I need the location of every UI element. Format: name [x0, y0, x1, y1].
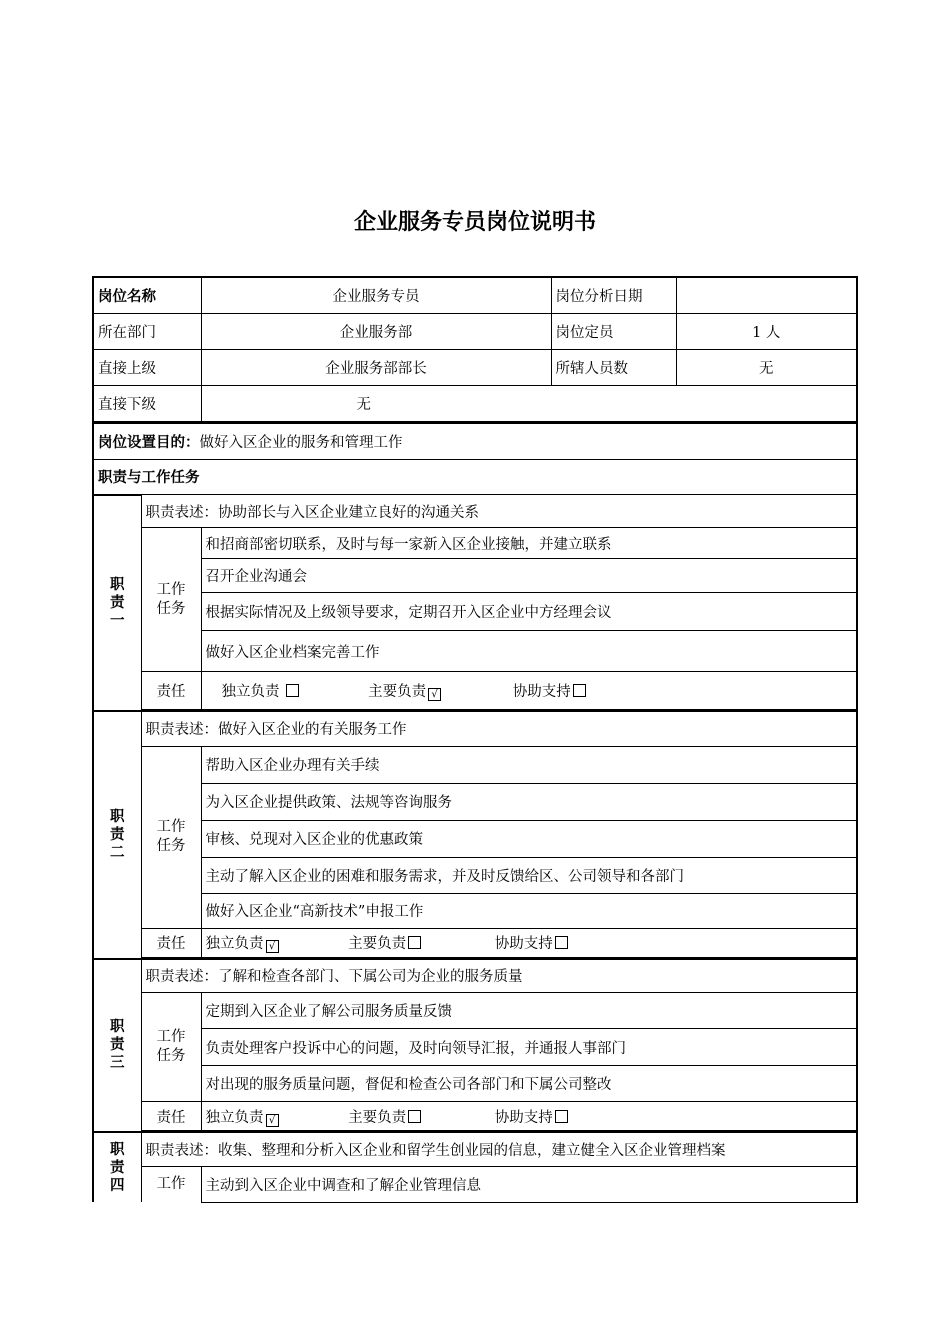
resp-main — [348, 932, 490, 953]
duty1-task-1: 和招商部密切联系，及时与每一家新入区企业接触，并建立联系 — [201, 528, 857, 559]
superior-value: 企业服务部部长 — [201, 349, 551, 385]
duty2-task-5: 做好入区企业“高新技术”申报工作 — [201, 893, 857, 928]
document-title: 企业服务专员岗位说明书 — [353, 210, 596, 235]
duty2-task-1: 帮助入区企业办理有关手续 — [201, 746, 857, 783]
duty4-task-1: 主动到入区企业中调查和了解企业管理信息 — [201, 1166, 857, 1202]
duty2-task-2: 为入区企业提供政策、法规等咨询服务 — [201, 783, 857, 820]
duty3-resp-label: 责任 — [141, 1102, 201, 1131]
duty1-responsibility — [201, 672, 857, 710]
duties-header: 职责与工作任务 — [93, 460, 857, 495]
task-label-text: 工作 任务 — [156, 819, 186, 854]
resp-assist — [513, 680, 586, 701]
resp-assist — [495, 1106, 568, 1127]
resp-assist-label: 协助支持 — [494, 936, 553, 952]
basic-row-department — [93, 313, 857, 349]
position-name-label: 岗位名称 — [93, 277, 201, 313]
duties-table — [92, 423, 858, 1203]
task-row — [93, 1166, 857, 1202]
duty2-name — [93, 711, 141, 959]
department-label: 所在部门 — [93, 313, 201, 349]
headcount-label: 岗位定员 — [551, 313, 676, 349]
resp-main-label: 主要负责 — [348, 1109, 407, 1126]
duty4-description: 职责表述：收集、整理和分析入区企业和留学生创业园的信息，建立健全入区企业管理档案 — [141, 1132, 857, 1166]
task-row — [93, 783, 857, 820]
task-row — [93, 893, 857, 928]
task-row — [93, 820, 857, 857]
duty4-description-row — [93, 1132, 857, 1166]
analysis-date-value — [676, 277, 857, 313]
duty3-task-2: 负责处理客户投诉中心的问题，及时向领导汇报，并通报人事部门 — [201, 1029, 857, 1066]
task-row — [93, 1029, 857, 1066]
duty2-responsibility — [201, 928, 857, 957]
subordinate-label: 直接下级 — [93, 385, 201, 422]
resp-main — [348, 1106, 490, 1127]
duty1-resp-label: 责任 — [141, 672, 201, 710]
job-description-form — [92, 276, 858, 1203]
checkbox[interactable]: √ — [428, 688, 441, 701]
resp-independent-label: 独立负责 — [205, 936, 264, 952]
subordinate-value: 无 — [201, 385, 857, 422]
superior-label: 直接上级 — [93, 349, 201, 385]
duty2-responsibility-row — [93, 928, 857, 957]
resp-assist-label: 协助支持 — [494, 1109, 553, 1126]
duty3-description: 职责表述：了解和检查各部门、下属公司为企业的服务质量 — [141, 959, 857, 993]
duty3-responsibility — [201, 1102, 857, 1131]
duty3-task-3: 对出现的服务质量问题，督促和检查公司各部门和下属公司整改 — [201, 1066, 857, 1102]
purpose-label: 岗位设置目的： — [98, 435, 200, 451]
duty1-description-row — [93, 495, 857, 528]
duty1-name — [93, 495, 141, 712]
duty4-name-text: 职 责 四 — [110, 1141, 125, 1194]
duty3-responsibility-row — [93, 1102, 857, 1131]
task-row — [93, 593, 857, 631]
checkbox[interactable]: √ — [266, 940, 279, 953]
resp-independent-label: 独立负责 — [205, 1109, 264, 1126]
duties-header-row — [93, 460, 857, 495]
task-row — [93, 746, 857, 783]
basic-row-subordinate — [93, 385, 857, 422]
duty2-task-label — [141, 746, 201, 928]
checkbox[interactable] — [286, 684, 299, 697]
resp-main — [368, 680, 508, 701]
duty2-task-4: 主动了解入区企业的困难和服务需求，并及时反馈给区、公司领导和各部门 — [201, 857, 857, 893]
duty2-name-text: 职 责 二 — [110, 808, 125, 861]
basic-info-table — [92, 276, 858, 423]
duty2-resp-label: 责任 — [141, 928, 201, 957]
duty3-name — [93, 959, 141, 1133]
checkbox[interactable] — [408, 1110, 421, 1123]
checkbox[interactable] — [555, 936, 568, 949]
task-row — [93, 631, 857, 672]
task-row — [93, 559, 857, 593]
checkbox[interactable] — [573, 684, 586, 697]
resp-main-label: 主要负责 — [368, 684, 427, 700]
duty1-responsibility-row — [93, 672, 857, 710]
resp-assist-label: 协助支持 — [512, 684, 571, 700]
basic-row-superior — [93, 349, 857, 385]
duty1-task-2: 召开企业沟通会 — [201, 559, 857, 593]
task-row — [93, 857, 857, 893]
checkbox[interactable]: √ — [266, 1114, 279, 1127]
resp-main-label: 主要负责 — [348, 936, 407, 952]
checkbox[interactable] — [408, 936, 421, 949]
duty1-task-4: 做好入区企业档案完善工作 — [201, 631, 857, 672]
duty1-description: 职责表述：协助部长与入区企业建立良好的沟通关系 — [141, 495, 857, 528]
subordinates-count-label: 所辖人员数 — [551, 349, 676, 385]
purpose-cell — [93, 424, 857, 460]
department-value: 企业服务部 — [201, 313, 551, 349]
resp-independent-label: 独立负责 — [221, 684, 280, 700]
resp-independent — [206, 932, 344, 953]
duty1-task-label — [141, 528, 201, 672]
checkbox[interactable] — [555, 1110, 568, 1123]
duty1-name-text: 职 责 一 — [110, 576, 125, 629]
headcount-value: 1 人 — [676, 313, 857, 349]
duty2-task-3: 审核、兑现对入区企业的优惠政策 — [201, 820, 857, 857]
purpose-value: 做好入区企业的服务和管理工作 — [199, 435, 403, 451]
position-name-value: 企业服务专员 — [201, 277, 551, 313]
duty3-task-1: 定期到入区企业了解公司服务质量反馈 — [201, 993, 857, 1029]
duty3-task-label — [141, 993, 201, 1102]
purpose-row — [93, 424, 857, 460]
task-row — [93, 528, 857, 559]
duty2-description: 职责表述：做好入区企业的有关服务工作 — [141, 711, 857, 746]
resp-independent — [206, 1106, 344, 1127]
task-label-text: 工作 任务 — [156, 1029, 186, 1064]
resp-independent — [222, 680, 364, 701]
task-label-text: 工作 任务 — [156, 581, 186, 617]
duty2-description-row — [93, 711, 857, 746]
duty3-name-text: 职 责 三 — [110, 1019, 125, 1072]
basic-row-position — [93, 277, 857, 313]
resp-assist — [495, 932, 568, 953]
duty4-task-label: 工作 — [141, 1166, 201, 1202]
task-row — [93, 993, 857, 1029]
analysis-date-label: 岗位分析日期 — [551, 277, 676, 313]
task-row — [93, 1066, 857, 1102]
duty4-name — [93, 1132, 141, 1202]
duty1-task-3: 根据实际情况及上级领导要求，定期召开入区企业中方经理会议 — [201, 593, 857, 631]
duty3-description-row — [93, 959, 857, 993]
subordinates-count-value: 无 — [676, 349, 857, 385]
